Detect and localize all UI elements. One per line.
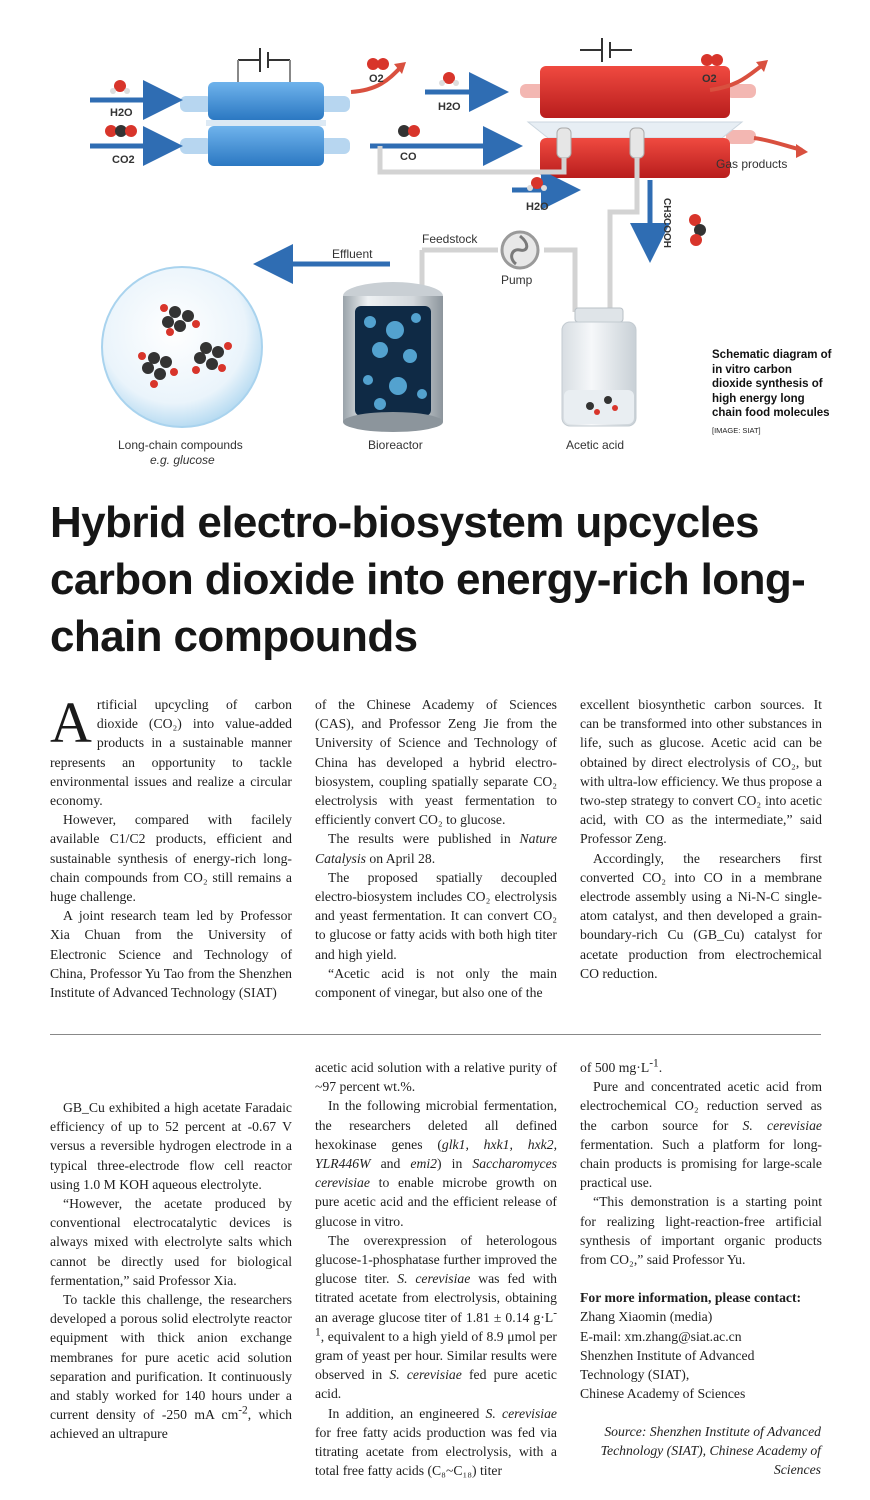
species-name: S. cerevisiae bbox=[742, 1117, 822, 1133]
paragraph: “However, the acetate produced by conventional electrocatalytic devices is always mixed with electrolyte salts which cannot be directly used for biological fermentation,” said Professor Xia. bbox=[50, 1196, 292, 1288]
label-co-mid: CO bbox=[400, 151, 417, 163]
text: The results were published in bbox=[328, 831, 511, 847]
label-eg-glucose: e.g. glucose bbox=[150, 453, 215, 467]
text: , equivalent to a high yield of 8.9 μmol per gram of yeast per hour. Similar results were observed in bbox=[315, 1328, 557, 1383]
label-h2o-bottom: H2O bbox=[526, 201, 549, 213]
gene-names: glk1, hxk1, hxk2, YLR446W bbox=[315, 1136, 557, 1172]
paragraph bbox=[50, 690, 292, 810]
co-molecule-icon bbox=[398, 125, 420, 137]
text: In addition, an engineered bbox=[328, 1405, 480, 1421]
figure-credit: [IMAGE: SIAT] bbox=[712, 426, 761, 435]
paragraph bbox=[50, 1290, 292, 1444]
text: , which achieved an ultrapure bbox=[50, 1407, 292, 1442]
text: fermentation. Such a platform for long-chain products is promising for large-scale practical use. bbox=[580, 1136, 822, 1191]
pump-icon bbox=[502, 232, 538, 268]
source-credit: Source: Shenzhen Institute of Advanced Technology (SIAT), Chinese Academy of Sciences bbox=[600, 1424, 821, 1478]
label-o2-left: O2 bbox=[369, 73, 384, 85]
text: fed pure acetic acid. bbox=[315, 1367, 557, 1402]
label-pump: Pump bbox=[501, 273, 533, 287]
text: The overexpression of heterologous glucose-1-phosphatase further improved the glucose titer. bbox=[315, 1232, 557, 1287]
species-name: S. cerevisiae bbox=[389, 1367, 462, 1383]
acetic-acid-jar bbox=[562, 308, 636, 426]
paragraph: “This demonstration is a starting point for realizing light-reaction-free artificial synthesis of important organic products from CO₂,” said Professor Yu. bbox=[580, 1194, 822, 1268]
h2o-molecule-icon bbox=[110, 80, 130, 94]
text: on April 28. bbox=[369, 850, 436, 866]
section-divider bbox=[50, 1034, 821, 1035]
paragraph: acetic acid solution with a relative purity of ~97 percent wt.%. bbox=[315, 1060, 557, 1095]
label-effluent: Effluent bbox=[332, 247, 373, 261]
label-h2o-left: H2O bbox=[110, 107, 133, 119]
label-gas-products: Gas products bbox=[716, 157, 788, 171]
paragraph bbox=[580, 1058, 822, 1077]
paragraph: A joint research team led by Professor Xia Chuan from the University of Electronic Science and Technology of China, Professor Yu Tao from the Shenzhen Institute of Advanced Technology (SIAT) bbox=[50, 908, 292, 1001]
label-acetic-acid: Acetic acid bbox=[566, 438, 625, 452]
species-name: S. cerevisiae bbox=[485, 1405, 558, 1421]
glucose-sphere bbox=[102, 267, 262, 427]
contact-email[interactable]: E-mail: xm.zhang@siat.ac.cn bbox=[580, 1328, 742, 1344]
superscript: -1 bbox=[315, 1307, 557, 1339]
bottom-column-3 bbox=[580, 1058, 822, 1403]
dropcap: A bbox=[50, 690, 92, 755]
label-o2-right: O2 bbox=[702, 73, 717, 85]
text: to enable microbe growth on pure acetic acid and the efficient release of glucose in vitro. bbox=[315, 1175, 557, 1229]
journal-name: Nature Catalysis bbox=[315, 831, 558, 866]
label-h2o-mid: H2O bbox=[438, 101, 461, 113]
text: and bbox=[380, 1156, 401, 1172]
text: for free fatty acids production was fed via titrating acetate from electrolysis, with a total free fatty acids (C₈~C₁₈) titer bbox=[315, 1424, 557, 1479]
text: rtificial upcycling of carbon dioxide (CO₂) into value-added products in a sustainable manner represents an opportunity to tackle environmental issues and realize a circular economy. bbox=[50, 697, 292, 809]
paragraph bbox=[315, 1404, 557, 1481]
paragraph bbox=[315, 1096, 557, 1230]
gene-name: emi2 bbox=[410, 1156, 438, 1172]
text: In the following microbial fermentation, the researchers deleted all defined hexokinase genes ( bbox=[315, 1098, 557, 1152]
headline: Hybrid electro-biosystem upcycles carbon dioxide into energy-rich long-chain compounds bbox=[50, 498, 806, 661]
label-long-chain: Long-chain compounds bbox=[118, 438, 243, 452]
top-column-1 bbox=[50, 690, 292, 1002]
co2-electrolyzer-cell bbox=[180, 82, 350, 166]
paragraph bbox=[315, 829, 557, 867]
text: of 500 mg·L bbox=[580, 1060, 650, 1075]
gas-products-arrow bbox=[754, 138, 802, 150]
text: To tackle this challenge, the researchers developed a porous solid electrolyte reactor equipment with thick anion exchange membranes for pure acetic acid solution separation and purification. It continuously and stably worked for 140 hours under a current density of -250 mA cm bbox=[50, 1292, 292, 1423]
co2-molecule-icon bbox=[105, 125, 137, 137]
paragraph: of the Chinese Academy of Sciences (CAS), and Professor Zeng Jie from the University of Science and Technology of China has developed a hybrid electro-biosystem, coupling spatially separate CO₂ electrolysis with yeast fermentation to efficiently convert CO₂ to glucose. bbox=[315, 697, 557, 828]
figure-caption: Schematic diagram of in vitro carbon dioxide synthesis of high energy long chain food molecules bbox=[712, 349, 832, 419]
contact-line: Chinese Academy of Sciences bbox=[580, 1386, 746, 1402]
paragraph bbox=[315, 1231, 557, 1404]
label-bioreactor: Bioreactor bbox=[368, 438, 423, 452]
species-name: Saccharomyces cerevisiae bbox=[315, 1156, 557, 1191]
superscript: -1 bbox=[649, 1057, 659, 1070]
acetic-acid-molecule-icon bbox=[689, 214, 706, 246]
bottom-column-1 bbox=[50, 1098, 292, 1444]
paragraph: “Acetic acid is not only the main component of vinegar, but also one of the bbox=[315, 965, 557, 1001]
paragraph: GB_Cu exhibited a high acetate Faradaic efficiency of up to 52 percent at -0.67 V versus a reversible hydrogen electrode in a typical three-electrode flow cell reactor using 1.0 M KOH aqueous electrolyte. bbox=[50, 1100, 292, 1192]
paragraph: The proposed spatially decoupled electro-biosystem includes CO₂ electrolysis and yeast fermentation. It can convert CO₂ to glucose or fatty acids with both high titer and high yield. bbox=[315, 869, 557, 962]
text: Pure and concentrated acetic acid from electrochemical CO₂ reduction served as the carbon source for bbox=[580, 1079, 822, 1133]
text: was fed with titrated acetate from electrolysis, obtaining an average glucose titer of 1.81 ± 0.14 g·L bbox=[315, 1271, 557, 1325]
paragraph: However, compared with facilely available C1/C2 products, efficient and sustainable synthesis of energy-rich long-chain compounds from CO₂ still remains a huge challenge. bbox=[50, 812, 292, 905]
bottom-column-2 bbox=[315, 1058, 557, 1480]
text: . bbox=[658, 1060, 663, 1075]
paragraph: excellent biosynthetic carbon sources. It can be transformed into other substances in life, such as glucose. Acetic acid can be obtained by direct electrolysis of CO₂, but with ultra-low efficiency. We thus propose a two-step strategy to convert CO₂ into acetic acid, with CO as the intermediate,” said Professor Zeng. bbox=[580, 697, 822, 847]
paragraph: Accordingly, the researchers first converted CO₂ into CO in a membrane electrode assembly using a Ni-N-C single-atom catalyst, and then developed a grain-boundary-rich Cu (GB_Cu) catalyst for acetate production from electrochemical CO reduction. bbox=[580, 850, 822, 981]
superscript: -2 bbox=[238, 1404, 248, 1417]
paragraph bbox=[580, 1077, 822, 1192]
top-column-2 bbox=[315, 695, 557, 1002]
top-column-3 bbox=[580, 695, 822, 983]
power-source-right-icon bbox=[580, 38, 632, 62]
contact-heading: For more information, please contact: bbox=[580, 1290, 802, 1306]
label-co2-left: CO2 bbox=[112, 154, 135, 166]
contact-block bbox=[580, 1288, 822, 1403]
label-feedstock: Feedstock bbox=[422, 232, 478, 246]
contact-line: Shenzhen Institute of Advanced Technology (SIAT), bbox=[580, 1347, 755, 1383]
bioreactor-tank bbox=[343, 282, 443, 432]
text: ) in bbox=[437, 1156, 463, 1172]
species-name: S. cerevisiae bbox=[397, 1271, 471, 1287]
contact-line: Zhang Xiaomin (media) bbox=[580, 1309, 713, 1325]
label-ch3cooh: CH3COOH bbox=[661, 198, 672, 249]
